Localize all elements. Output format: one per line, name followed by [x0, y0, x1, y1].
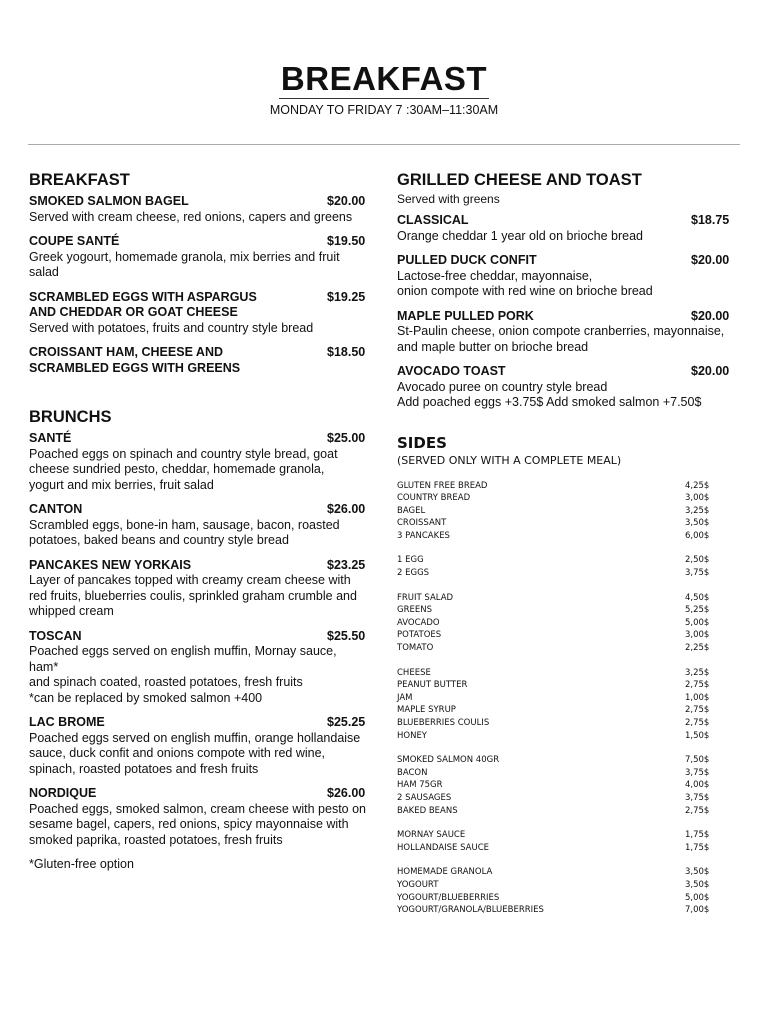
menu-item [29, 786, 369, 848]
menu-item-name: SMOKED SALMON BAGEL [29, 194, 189, 208]
side-name: 2 SAUSAGES [397, 792, 452, 803]
side-group [397, 866, 737, 916]
right-column [397, 170, 737, 929]
side-row [397, 866, 737, 879]
side-price: 1,50$ [685, 730, 710, 741]
menu-item-name: LAC BROME [29, 715, 105, 729]
side-name: TOMATO [397, 643, 434, 654]
side-price: 4,00$ [685, 780, 710, 791]
menu-item-price: $23.25 [327, 557, 366, 572]
side-row [397, 704, 737, 717]
side-name: PEANUT BUTTER [397, 680, 468, 691]
side-price: 5,25$ [685, 605, 710, 616]
menu-item-description: Scrambled eggs, bone-in ham, sausage, bacon, roasted potatoes, baked beans and country style bread [29, 517, 340, 547]
side-row [397, 480, 737, 493]
side-row [397, 717, 737, 730]
menu-item-name: CANTON [29, 502, 83, 516]
menu-item-name: COUPE SANTÉ [29, 234, 120, 248]
side-name: CROISSANT [397, 518, 447, 529]
menu-item-name: CROISSANT HAM, CHEESE AND SCRAMBLED EGGS WITH GREENS [29, 345, 241, 375]
sides-groups [397, 480, 737, 917]
menu-item-header [29, 786, 369, 802]
menu-item [29, 715, 369, 777]
gluten-free-note: *Gluten-free option [29, 857, 134, 871]
header-divider [28, 144, 740, 145]
menu-item-price: $20.00 [691, 253, 730, 267]
side-name: SMOKED SALMON 40GR [397, 755, 500, 766]
side-price: 3,75$ [685, 568, 710, 579]
menu-item-name: NORDIQUE [29, 786, 97, 800]
side-name: BAKED BEANS [397, 805, 458, 816]
side-group [397, 480, 737, 543]
side-price: 7,50$ [685, 755, 710, 766]
menu-item-description: Served with cream cheese, red onions, capers and greens [29, 209, 353, 224]
side-row [397, 492, 737, 505]
side-price: 3,75$ [685, 792, 710, 803]
side-name: BACON [397, 767, 428, 778]
side-row [397, 679, 737, 692]
side-name: YOGOURT/GRANOLA/BLUEBERRIES [397, 905, 544, 916]
side-price: 3,75$ [685, 767, 710, 778]
section-title-breakfast: BREAKFAST [29, 171, 130, 189]
menu-item-description: Served with potatoes, fruits and country style bread [29, 320, 314, 335]
side-price: 3,00$ [685, 493, 710, 504]
side-price: 1,75$ [685, 842, 710, 853]
grilled-subtitle: Served with greens [397, 192, 500, 206]
side-group [397, 829, 737, 854]
side-row [397, 517, 737, 530]
side-row [397, 692, 737, 705]
brunchs-items [29, 431, 369, 848]
page-title: BREAKFAST [280, 60, 488, 97]
side-price: 2,75$ [685, 718, 710, 728]
menu-item-name: SANTÉ [29, 431, 72, 445]
menu-item-description: Lactose-free cheddar, mayonnaise, onion compote with red wine on brioche bread [397, 268, 653, 298]
side-price: 6,00$ [685, 530, 710, 541]
side-name: COUNTRY BREAD [397, 493, 471, 504]
menu-item-price: $19.25 [327, 289, 366, 304]
menu-item-price: $20.00 [327, 194, 366, 208]
menu-item [29, 194, 369, 225]
side-row [397, 642, 737, 655]
menu-item [29, 629, 369, 707]
side-name: GREENS [397, 605, 432, 616]
side-name: GLUTEN FREE BREAD [397, 480, 488, 491]
menu-item-description: Poached eggs on spinach and country style bread, goat cheese sundried pesto, cheddar, homemade granola, yogurt and mix berries, fruit salad [29, 446, 338, 492]
section-spacer [397, 420, 737, 434]
side-price: 3,50$ [685, 867, 710, 878]
menu-item-price: $20.00 [691, 308, 730, 323]
side-row [397, 767, 737, 780]
brunchs-section [29, 407, 369, 873]
menu-item-header [397, 309, 737, 325]
menu-item-price: $25.25 [327, 715, 366, 729]
side-row [397, 667, 737, 680]
menu-item-price: $25.00 [327, 431, 366, 445]
menu-item-header [397, 364, 737, 380]
menu-item [397, 309, 737, 356]
side-name: JAM [397, 692, 413, 703]
side-row [397, 592, 737, 605]
side-name: YOGOURT [397, 879, 439, 890]
menu-item-description: St-Paulin cheese, onion compote cranberries, mayonnaise, and maple butter on brioche bread [397, 324, 725, 354]
side-row [397, 754, 737, 767]
side-price: 3,25$ [685, 667, 710, 678]
menu-item-name: SCRAMBLED EGGS WITH ASPARGUS AND CHEDDAR OR GOAT CHEESE [29, 289, 257, 319]
menu-item-name: PULLED DUCK CONFIT [397, 253, 537, 267]
sides-subtitle: (SERVED ONLY WITH A COMPLETE MEAL) [397, 453, 622, 467]
side-price: 2,75$ [685, 705, 710, 716]
side-price: 5,00$ [685, 892, 710, 903]
side-row [397, 567, 737, 580]
side-name: HOMEMADE GRANOLA [397, 867, 493, 878]
side-price: 2,25$ [685, 643, 710, 654]
menu-item-price: $26.00 [327, 502, 366, 516]
menu-item-name: CLASSICAL [397, 213, 469, 227]
menu-item [29, 234, 369, 281]
side-price: 2,50$ [685, 555, 710, 566]
side-price: 2,75$ [685, 805, 710, 816]
menu-item-name: PANCAKES NEW YORKAIS [29, 557, 192, 572]
section-title-sides: SIDES [397, 433, 447, 452]
side-row [397, 604, 737, 617]
side-row [397, 892, 737, 905]
menu-item-description: Avocado puree on country style bread Add poached eggs +3.75$ Add smoked salmon +7.50$ [397, 379, 702, 409]
side-price: 3,50$ [685, 879, 710, 890]
menu-item-price: $18.50 [327, 345, 366, 359]
side-row [397, 505, 737, 518]
menu-item-description: Layer of pancakes topped with creamy cream cheese with red fruits, blueberries coulis, sprinkled graham crumble and whipped cream [29, 573, 357, 618]
side-row [397, 904, 737, 917]
side-price: 4,25$ [685, 480, 710, 491]
section-title-grilled: GRILLED CHEESE AND TOAST [397, 171, 642, 189]
side-name: HOLLANDAISE SAUCE [397, 842, 490, 853]
menu-item-description: Orange cheddar 1 year old on brioche bread [397, 228, 643, 243]
grilled-section [397, 170, 737, 411]
side-name: 2 EGGS [397, 568, 430, 579]
menu-item-description: Poached eggs served on english muffin, orange hollandaise sauce, duck confit and onions compote with red wine, spinach, roasted potatoes and fresh fruits [29, 730, 361, 776]
side-name: BLUEBERRIES COULIS [397, 718, 490, 728]
side-price: 7,00$ [685, 905, 710, 916]
menu-item-header [29, 629, 369, 645]
side-name: HONEY [397, 730, 428, 741]
menu-item [29, 502, 369, 549]
menu-item-name: MAPLE PULLED PORK [397, 308, 534, 323]
side-name: POTATOES [397, 630, 442, 641]
side-name: HAM 75GR [397, 780, 443, 791]
side-row [397, 829, 737, 842]
side-price: 3,50$ [685, 518, 710, 529]
menu-item-header [29, 290, 369, 321]
menu-item-header [397, 253, 737, 269]
menu-item [397, 213, 737, 244]
side-price: 1,00$ [685, 692, 710, 703]
menu-item-header [29, 558, 369, 574]
side-group [397, 592, 737, 655]
side-price: 5,00$ [685, 617, 710, 628]
side-row [397, 629, 737, 642]
menu-item-name: AVOCADO TOAST [397, 364, 506, 378]
side-price: 4,50$ [685, 592, 710, 603]
menu-item-header [29, 431, 369, 447]
menu-item-description: Greek yogourt, homemade granola, mix berries and fruit salad [29, 249, 340, 279]
side-price: 1,75$ [685, 830, 710, 841]
side-name: CHEESE [397, 667, 431, 678]
side-row [397, 617, 737, 630]
side-name: MORNAY SAUCE [397, 830, 466, 841]
menu-item [397, 364, 737, 411]
side-row [397, 792, 737, 805]
menu-item [29, 345, 369, 376]
side-name: 3 PANCAKES [397, 530, 450, 541]
side-group [397, 554, 737, 579]
menu-item-header [29, 715, 369, 731]
menu-item-price: $25.50 [327, 628, 366, 643]
menu-item [29, 558, 369, 620]
side-row [397, 805, 737, 818]
menu-item-description: Poached eggs, smoked salmon, cream cheese with pesto on sesame bagel, capers, red onions, spicy mayonnaise with smoked paprika, roasted potatoes, fresh fruits [29, 801, 366, 847]
menu-item-price: $20.00 [691, 364, 730, 378]
menu-item [397, 253, 737, 300]
section-spacer [29, 385, 369, 407]
side-row [397, 730, 737, 743]
sides-section [397, 434, 737, 917]
side-row [397, 779, 737, 792]
menu-item [29, 431, 369, 493]
section-title-brunchs: BRUNCHS [29, 408, 112, 426]
side-name: YOGOURT/BLUEBERRIES [397, 892, 500, 903]
side-name: 1 EGG [397, 555, 424, 566]
opening-hours: MONDAY TO FRIDAY 7 :30AM–11:30AM [269, 103, 499, 117]
menu-item-header [397, 213, 737, 229]
menu-item-header [29, 345, 369, 376]
menu-item-description: Poached eggs served on english muffin, Mornay sauce, ham* and spinach coated, roasted potatoes, fresh fruits *can be replaced by smoked salmon +400 [29, 644, 337, 705]
side-price: 3,25$ [685, 505, 710, 516]
side-price: 3,00$ [685, 630, 710, 641]
menu-item-header [29, 234, 369, 250]
left-column [29, 170, 369, 873]
side-price: 2,75$ [685, 680, 710, 691]
menu-item-price: $19.50 [327, 234, 366, 248]
menu-item [29, 290, 369, 337]
grilled-items [397, 213, 737, 411]
side-name: MAPLE SYRUP [397, 705, 456, 716]
breakfast-items [29, 194, 369, 376]
menu-item-name: TOSCAN [29, 628, 82, 643]
side-group [397, 667, 737, 743]
menu-header [0, 60, 768, 118]
menu-item-header [29, 502, 369, 518]
side-row [397, 554, 737, 567]
side-name: FRUIT SALAD [397, 592, 454, 603]
side-name: BAGEL [397, 505, 426, 516]
breakfast-section [29, 170, 369, 376]
menu-item-price: $18.75 [691, 213, 730, 227]
menu-item-price: $26.00 [327, 786, 366, 800]
side-name: AVOCADO [397, 617, 440, 628]
menu-item-header [29, 194, 369, 210]
side-group [397, 754, 737, 817]
side-row [397, 879, 737, 892]
side-row [397, 530, 737, 543]
side-row [397, 842, 737, 855]
